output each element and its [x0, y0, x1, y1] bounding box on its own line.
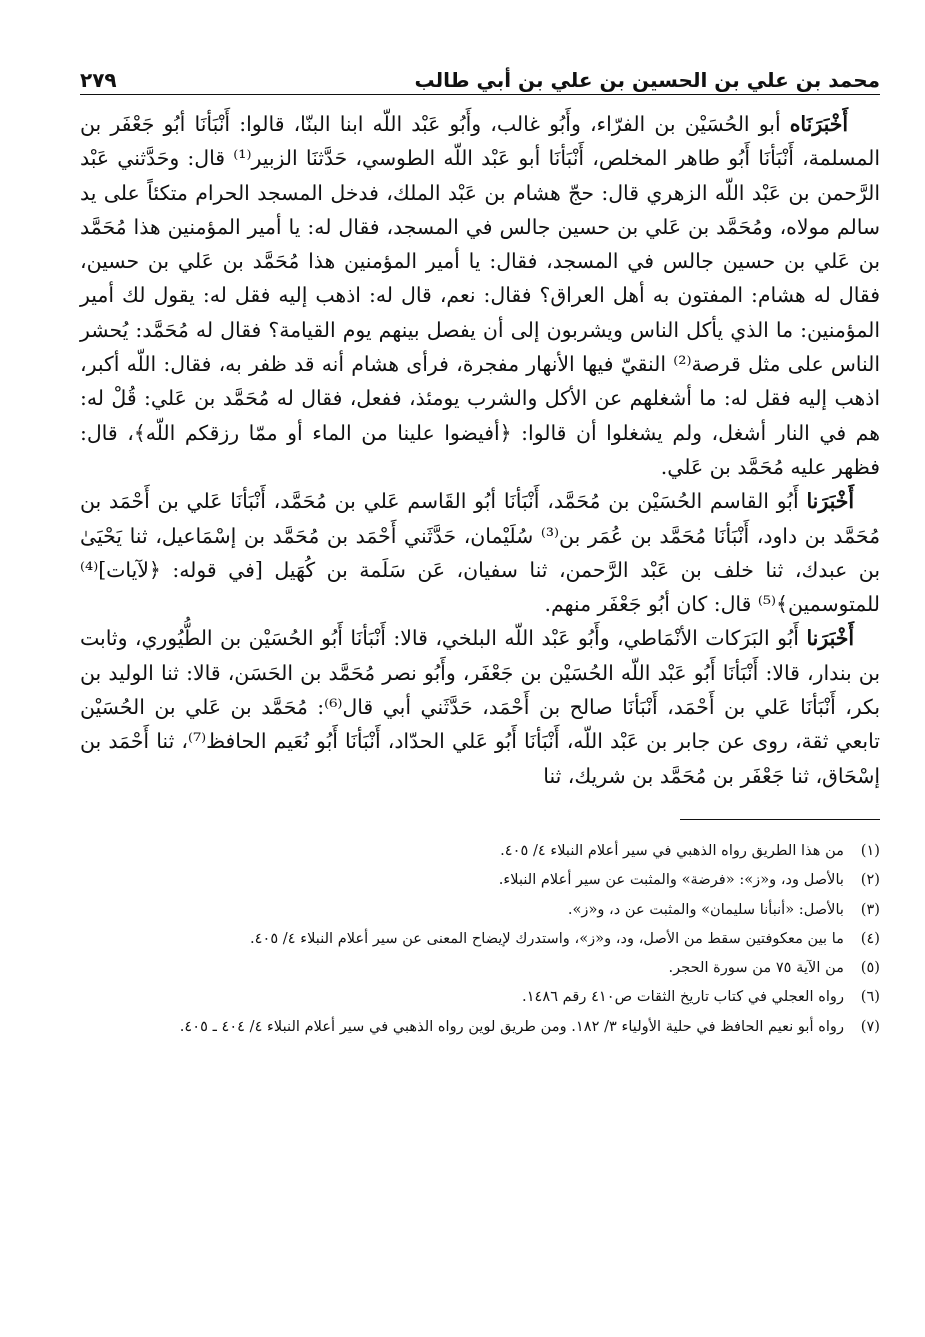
page-header — [80, 58, 880, 95]
footnote-text: رواه العجلي في كتاب تاريخ الثقات ص٤١٠ رقم ١٤٨٦. — [522, 988, 844, 1006]
footnote-7 — [80, 1012, 880, 1041]
footnote-2 — [80, 865, 880, 894]
footnote-divider — [680, 819, 880, 820]
paragraph-2-text: أَبُو القاسم الحُسَيْن بن مُحَمَّد، أَنْبَأنَا أبُو القَاسم عَلي بن مُحَمَّد، أَنْبَأنَا عَلي بن أَحْمَد بن مُحَمَّد بن داود، أَنْبَأنَا مُحَمَّد بن عُمَر بن⁽³⁾ سُلَيْمان، حَدَّثَني أَحْمَد بن مُحَمَّد بن إسْمَاعيل، ثنا يَحْيَىٰ بن عبدك، ثنا خلف بن عَبْد الرَّحمن، ثنا سفيان، عَن سَلَمة بن كُهَيل [في قوله: ﴿لآيات]⁽⁴⁾ للمتوسمين﴾⁽⁵⁾ قال: كان أبُو جَعْفَر منهم. — [80, 489, 880, 617]
running-title: محمد بن علي بن الحسين بن علي بن أبي طالب — [414, 68, 880, 92]
paragraph-3 — [80, 621, 880, 792]
footnote-text: من هذا الطريق رواه الذهبي في سير أعلام النبلاء ٤/ ٤٠٥. — [500, 841, 844, 859]
paragraph-3-text: أَبُو البَرَكات الأنْمَاطي، وأَبُو عَبْد اللّه البلخي، قالا: أَنْبَأنَا أَبُو الحُسَيْن بن الطُّيُوري، وثابت بن بندار، قالا: أَنْبَأنَا أَبُو عَبْد اللّه الحُسَيْن بن جَعْفَر، وأَبُو نصر مُحَمَّد بن الحَسَن، قالا: ثنا الوليد بن بكر، أَنْبَأنَا عَلي بن أَحْمَد، أَنْبَأنَا صالح بن أَحْمَد، حَدَّثَني أبي قال⁽⁶⁾: مُحَمَّد بن عَلي بن الحُسَيْن تابعي ثقة، روى عن جابر بن عَبْد اللّه، أَنْبَأنَا أَبُو عَلي الحدّاد، أَنْبَأنَا أَبُو نُعَيم الحافظ⁽⁷⁾، ثنا أَحْمَد بن إسْحَاق، ثنا جَعْفَر بن مُحَمَّد بن شريك، ثنا — [80, 626, 880, 788]
footnote-number: (٧) — [860, 1017, 880, 1035]
footnote-text: رواه أبو نعيم الحافظ في حلية الأولياء ٣/ ١٨٢. ومن طريق لوين رواه الذهبي في سير أعلام النبلاء ٤/ ٤٠٤ ـ ٤٠٥. — [179, 1017, 844, 1035]
footnote-number: (١) — [860, 841, 880, 859]
paragraph-3-lead: أَخْبَرَنا — [806, 626, 854, 651]
footnote-number: (٦) — [860, 988, 880, 1006]
paragraph-1-text: أبو الحُسَيْن بن الفرّاء، وأَبُو غالب، وأَبُو عَبْد اللّه ابنا البنّا، قالوا: أَنْبَأنَا أبُو جَعْفَر بن المسلمة، أَنْبَأنَا أَبُو طاهر المخلص، أَنْبَأنَا أبو عَبْد اللّه الطوسي، حَدَّثنَا الزبير⁽¹⁾ قال: وحَدَّثني عَبْد الرَّحمن بن عَبْد اللّه الزهري قال: حجّ هشام بن عَبْد الملك، فدخل المسجد الحرام متكئاً على يد سالم مولاه، ومُحَمَّد بن عَلي بن حسين جالس في المسجد، فقال له: يا أمير المؤمنين هذا مُحَمَّد بن عَلي بن حسين جالس في المسجد، فقال: يا أمير المؤمنين هذا مُحَمَّد بن عَلي بن حسين، فقال له هشام: المفتون به أهل العراق؟ فقال: نعم، قال له: اذهب إليه فقل له: يقول لك أمير المؤمنين: ما الذي يأكل الناس ويشربون إلى أن يفصل بينهم يوم القيامة؟ فقال له مُحَمَّد: يُحشر الناس على مثل قرصة⁽²⁾ النقيّ فيها الأنهار مفجرة، فرأى هشام أنه قد ظفر به، فقال: اللّه أكبر، اذهب إليه فقل له: ما أشغلهم عن الأكل والشرب يومئذ، ففعل، فقال له مُحَمَّد بن عَلي: قُلْ له: هم في النار أشغل، ولم يشغلوا أن قالوا: ﴿أفيضوا علينا من الماء أو ممّا رزقكم اللّه﴾، قال: فظهر عليه مُحَمَّد بن عَلي. — [80, 112, 880, 479]
main-text — [80, 107, 880, 793]
footnote-number: (٥) — [860, 959, 880, 977]
footnote-text: بالأصل: «أنبأنا سليمان» والمثبت عن د، و«ز». — [567, 900, 844, 918]
footnote-text: من الآية ٧٥ من سورة الحجر. — [668, 959, 844, 977]
footnote-number: (٢) — [860, 871, 880, 889]
footnote-5 — [80, 953, 880, 982]
footnote-6 — [80, 982, 880, 1011]
footnote-3 — [80, 895, 880, 924]
footnote-1 — [80, 836, 880, 865]
book-page — [80, 58, 880, 1041]
footnote-number: (٤) — [860, 929, 880, 947]
footnote-4 — [80, 924, 880, 953]
page-number: ٢٧٩ — [80, 68, 117, 92]
footnote-text: بالأصل ود، و«ز»: «فرضة» والمثبت عن سير أعلام النبلاء. — [498, 871, 844, 889]
paragraph-1 — [80, 107, 880, 484]
paragraph-2-lead: أَخْبَرَنا — [806, 489, 854, 514]
paragraph-1-lead: أَخْبَرَنَاه — [789, 112, 848, 136]
footnotes — [80, 836, 880, 1041]
paragraph-2 — [80, 484, 880, 621]
footnote-number: (٣) — [860, 900, 880, 918]
footnote-text: ما بين معكوفتين سقط من الأصل، ود، و«ز»، واستدرك لإيضاح المعنى عن سير أعلام النبلاء ٤/ ٤٠٥. — [250, 929, 844, 947]
